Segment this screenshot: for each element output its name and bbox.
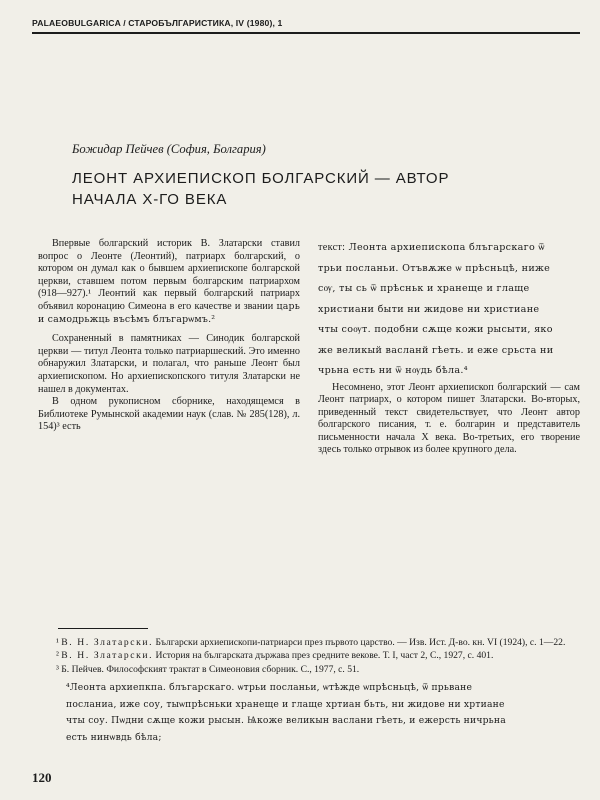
running-head: PALAEOBULGARICA / СТАРОБЪЛГАРИСТИКА, IV (1980), 1 (32, 18, 283, 28)
footnote-4-slavonic (38, 680, 578, 746)
paragraph: Сохраненный в памятниках — Синодик болгарской церкви — титул Леонта только патриаршеский. Это именно обнаружил Златарски, и полагал, что раньше Леонт был архиепископом. Но архиепископского титуля Златарски не нашел в документах. (38, 333, 300, 395)
footnote-text: Философският трактат в Симеоновия сборник. С., 1977, с. 51. (103, 663, 360, 675)
excerpt-line (318, 238, 580, 259)
page-number: 120 (32, 770, 52, 785)
article-author: Божидар Пейчев (София, Болгария) (72, 142, 266, 156)
footnote-author: В. Н. Златарски. (61, 637, 154, 648)
footnote-marker: ¹ (56, 637, 59, 648)
old-slavonic-quote: царь и самодрьжць въсѣмъ блъгарѡмъ.² (38, 300, 300, 325)
paragraph (38, 238, 300, 326)
footnote-text: Български архиепископи-патриарси през първото царство. — Изв. Ист. Д-во. кн. VI (1924), с. 1—22. (153, 637, 566, 648)
footnote-marker: ² (56, 650, 59, 662)
excerpt-line: трьи посланьи. Отъвѫже ѡ прѣсньцѣ, ниже (318, 262, 551, 274)
old-slavonic-excerpt (318, 238, 580, 382)
footnote-3 (38, 664, 578, 676)
footnote-line: есть нинѡвдь бѣла; (66, 731, 162, 743)
footnote-text: История на българската държава през средните векове. Т. I, част 2, С., 1927, с. 401. (153, 650, 494, 662)
footnote-rule (58, 628, 148, 629)
footnote-marker: ³ (56, 663, 59, 675)
paragraph: В одном рукописном сборнике, находящемся в Библиотеке Румынской академии наук (слав. № 285(128), л. 154)³ есть (38, 396, 300, 433)
excerpt-line: же великый васланй гѣеть. и еже срьста ни (318, 344, 554, 356)
footnote-line: ⁴Леонта архиепкпа. блъгарскаго. ѡтрьи посланьи, ѡтѣжде ѡпрѣсньцѣ, ѿ прьване (66, 682, 473, 694)
excerpt-line: христиани быти ни жидове ни христиане (318, 303, 540, 315)
footnote-line: посланиа, иже соу, тыѡпрѣсньки хранеще и глаще хртиан бьть, ни жидове ни хртиане (66, 698, 505, 710)
footnote-2 (38, 650, 578, 662)
right-column (318, 238, 580, 457)
paragraph-text: Впервые болгарский историк В. Златарски ставил вопрос о Леонте (Леонтий), патриарх болгарский, о котором он думал как о бывшем архиепископе болгарской церкви, ставшем потом первым болгарским патриархом (918—927).¹ Леонтий как первый болгарский патриарх объявил коронацию Симеона в его качестве и звании (38, 238, 300, 312)
excerpt-line: сѹ, ты сь ѿ прѣсньк и хранеще и глаще (318, 283, 530, 294)
footnote-1 (38, 637, 578, 649)
excerpt-line: чты соѹт. подобни сѫще кожи рысыти, яко (318, 324, 553, 335)
article-title: ЛЕОНТ АРХИЕПИСКОП БОЛГАРСКИЙ — АВТОР НАЧАЛА Х-ГО ВЕКА (72, 170, 450, 208)
footnote-line: чты соу. Пѡдни сѫще кожи рысын. Ѩкоже великын васлани гѣеть, и ежерсть ничрьна (66, 715, 506, 727)
footnote-author: В. Н. Златарски. (61, 650, 154, 662)
excerpt-line: чрьна есть ни ѿ нѹдь бѣла.⁴ (318, 365, 468, 376)
header-rule (32, 32, 580, 34)
footnote-author: Б. Пейчев. (61, 663, 104, 675)
excerpt-lead: текст: (318, 242, 346, 253)
paragraph: Несомнено, этот Леонт архиепископ болгарский — сам Леонт патриарх, о котором пишет Златарски. Во-вторых, приведенный текст свидетельствует, что Леонт автор болгарского писания, т. е. болгарин и представитель письменности начала Х века. Во-третьих, его творение здесь только отрывок из более крупного дела. (318, 381, 580, 456)
excerpt-text: Леонта архиепископа блъгарскаго ѿ (348, 242, 545, 253)
left-column (38, 238, 300, 434)
footnotes (38, 628, 578, 746)
